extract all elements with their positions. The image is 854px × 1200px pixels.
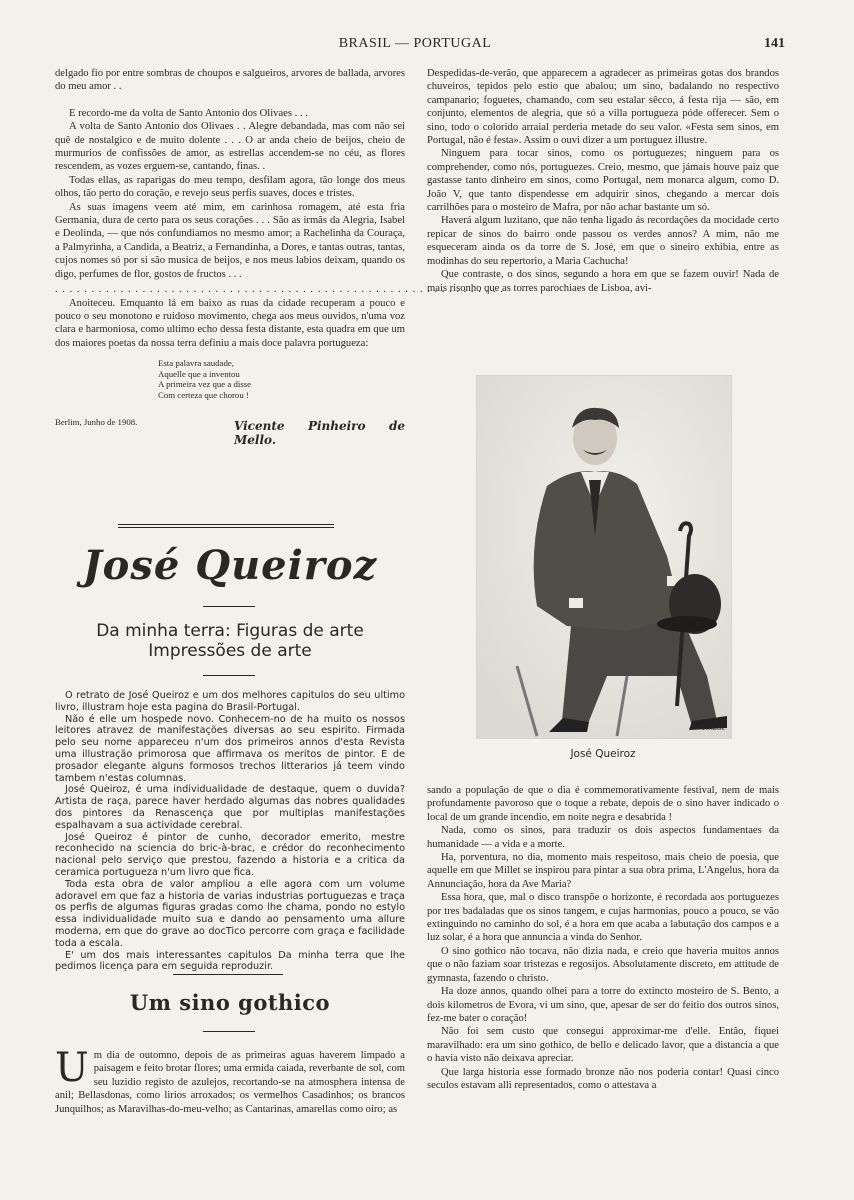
subtitle-line: Da minha terra: Figuras de arte xyxy=(96,621,364,641)
photo-monogram: P.M.Sc xyxy=(702,723,725,732)
subtitle-line: Impressões de arte xyxy=(148,641,312,661)
paragraph: Ninguem para tocar sinos, como os portuguezes; ninguem para os comprehender, como nós, portuguezes. Creio, mesmo, que jámais houve paiz que gastasse tanto dinheiro em sinos, como Portugal, nem monarca algum, como D. João V, que tanto dispendesse em adquirir sinos, chegando a mercar dois carrilhões para o mosteiro de Mafra, por não achar bastante um só. xyxy=(427,148,779,214)
page-header xyxy=(55,36,785,56)
paragraph: As suas imagens veem até mim, em carinhosa romagem, até esta fria Germania, dura de certo para os seus corações . . . São as irmãs da Alegria, Isabel e Deolinda, — que nós confundiamos no mesmo amor; a Rachelinha da Couraça, a Palmyrinha, a Candida, a Beatriz, a Fernandinha, a Dores, e tantas outras, tantas, cujos nomes só por si são musica de beijos, e nos meus labios deixam, quando os digo, perfumes de flor, gostos de fructos . . . xyxy=(55,201,405,280)
article-title: Um sino gothico xyxy=(129,990,331,1015)
section-divider xyxy=(173,974,283,975)
paragraph: Que contraste, o dos sinos, segundo a hora em que se fazem ouvir! Nada de mais risonho que as torres parochiaes de Lisboa, avi- xyxy=(427,269,779,294)
title-underline xyxy=(203,606,255,607)
paragraph: delgado fio por entre sombras de choupos e salgueiros, arvores de ballada, arvores do meu amor . . xyxy=(55,68,405,93)
feature-title: José Queiroz xyxy=(82,542,378,589)
paragraph: Anoiteceu. Emquanto lá em baixo as ruas da cidade recuperam a pouco e pouco o seu monotono e ruidoso movimento, chega aos meus ouvidos, n'uma voz clara e harmoniosa, como ultimo echo dessa festa distante, esta quadra em que um dos maiores poetas da nossa terra definiu a mais doce palavra portugueza: xyxy=(55,297,405,349)
photo-caption: José Queiroz xyxy=(570,748,636,760)
intro-paragraph: E' um dos mais interessantes capitulos Da minha terra que lhe pedimos licença para em seguida reproduzir. xyxy=(55,949,405,973)
running-title: BRASIL — PORTUGAL xyxy=(338,36,492,51)
paragraph: Nada, como os sinos, para traduzir os dois aspectos fundamentaes da humanidade — a vida e a morte. xyxy=(427,825,779,850)
portrait-photo xyxy=(476,375,732,739)
left-column-top xyxy=(55,67,504,447)
paragraph: Essa hora, que, mal o disco transpõe o horizonte, é recordada aos portuguezes por tres badaladas que os sinos tangem, e cujas harmonias, pouco a pouco, se vão extinguindo no caminho do sol, é a hora em que acaba a labutação dos campos e a luz solar, é a hora que annuncia a vinda do Senhor. xyxy=(427,892,779,944)
poem-line: A primeira vez que a disse xyxy=(158,379,252,390)
paragraph: Que larga historia esse formado bronze não nos poderia contar! Quasi cinco seculos estavam alli representados, como o attestava a xyxy=(427,1066,779,1091)
section-divider xyxy=(118,524,334,525)
signature-row xyxy=(55,416,405,447)
drop-cap: U xyxy=(55,1045,89,1091)
paragraph: Haverá algum luzitano, que não tenha ligado ás recordações da mocidade certo repicar de sinos do bairro onde passou os verdes annos? A mim, não me esqueceram ainda os da torre de S. José, em que o sineiro exhibia, entre as modinhas do seu repertorio, a Maria Cachucha! xyxy=(427,215,779,267)
dotted-separator: . . . . . . . . . . . . . . . . . . . . . . . . . . . . . . . . . . . . . . . . . . . . . . . . . . . . . . . . . . . . . . xyxy=(55,284,504,296)
title-underline xyxy=(203,1031,255,1032)
paragraph: Não foi sem custo que consegui approximar-me d'elle. Então, fiquei maravilhado: era um sino gothico, de bello e delicado lavor, que a distancia a que o havia visto não deixava apreciar. xyxy=(427,1026,779,1065)
paragraph: Todas ellas, as raparigas do meu tempo, desfilam agora, tão longe dos meus olhos, tão perto do coração, e revejo seus perfis suaves, doces e tristes. xyxy=(55,174,405,200)
paragraph: m dia de outomno, depois de as primeiras aguas haverem limpado a paisagem e feito brotar flores; uma ermida caiada, reverbante de sol, com seu luzidio registo de azulejos, recortando-se na atmosphera intensa de anil; Bellasdonas, como lirios arroxados; os vermelhos Casadinhos; os brancos Junquilhos; as Maravilhas-do-meu-velho; as Cantarinas, amarellas como oiro; as xyxy=(55,1050,405,1115)
feature-intro xyxy=(55,690,405,973)
intro-paragraph: O retrato de José Queiroz e um dos melhores capitulos do seu ultimo livro, illustram hoje esta pagina do Brasil-Portugal. xyxy=(55,690,405,713)
intro-paragraph: José Queiroz é pintor de cunho, decorador emerito, mestre reconhecido na sciencia do bric-à-brac, e crédor do reconhecimento nacional pelo serviço que prestou, fazendo a historia e a critica da ceramica portugueza n'um livro que fica. xyxy=(55,831,405,878)
paragraph: E recordo-me da volta de Santo Antonio dos Olivaes . . . xyxy=(69,107,308,119)
right-column-bottom xyxy=(427,784,779,1092)
author-signature: Vicente Pinheiro de Mello. xyxy=(234,419,405,447)
right-column-top xyxy=(427,67,779,295)
intro-paragraph: Não é elle um hospede novo. Conhecem-no de ha muito os nossos leitores atravez de manifestações diversas ao seu espirito. Firmada pelo seu nome appareceu n'um dos primeiros annos d'esta Revista uma illustração primorosa que affirmava os meritos de pintor. E de prosador elegante alguns formosos trechos litterarios já teem vindo tambem n'estas columnas. xyxy=(55,713,405,784)
intro-paragraph: José Queiroz, é uma individualidade de destaque, quem o duvida? Artista de raça, parece haver herdado algumas das nobres qualidades dos pintores da Renascença que por multiplas manifestações espalhavam a sua actividade cerebral. xyxy=(55,784,405,831)
intro-paragraph: Toda esta obra de valor ampliou a elle agora com um volume adoravel em que faz a historia de varias industrias portuguezas e traça os perfis de algumas figuras gradas como lhe chama, pondo no estylo essa individualidade muito sua e dando ao pensamento uma allure moderna, em que do grave ao docTico percorre com graça e facilidade toda a escala. xyxy=(55,878,405,949)
poem-line: Esta palavra saudade, xyxy=(158,358,234,369)
section-divider xyxy=(118,527,334,528)
dateline: Berlim, Junho de 1908. xyxy=(55,417,138,428)
poem-quatrain xyxy=(158,358,405,400)
feature-subtitle xyxy=(55,621,405,661)
paragraph: Ha doze annos, quando olhei para a torre do extincto mosteiro de S. Bento, a dois kilometros de Evora, vi um sino, que, apesar de ser do feitio dos outros sinos, fez-me bater o coração! xyxy=(427,986,779,1024)
paragraph: O sino gothico não tocava, não dizia nada, e creio que haveria muitos annos que o não faziam soar tristezas e regosijos. Absolutamente discreto, em attitude de gymnasta, fazendo o christo. xyxy=(427,945,779,984)
subtitle-underline xyxy=(203,675,255,676)
article-opening xyxy=(55,1045,405,1116)
seated-man-portrait-illustration xyxy=(477,376,731,738)
paragraph: sando a população de que o dia é commemorativamente festival, nem de mais profundamente pavoroso que o toque a rebate, depois de o sino haver indicado o local de um grande incendio, em noite negra e desabrida ! xyxy=(427,785,779,823)
paragraph: Ha, porventura, no dia, momento mais respeitoso, mais cheio de poesia, que aquelle em que Millet se inspirou para pintar a sua obra prima, L'Angelus, hora da Annunciação, hora da Ave Maria? xyxy=(427,852,779,890)
paragraph: A volta de Santo Antonio dos Olivaes . . Alegre debandada, mas com não sei quê de nostalgico e de muito dolente . . . O ar anda cheio de beijos, cheio de murmurios de confissões de amor, as estrellas accendem-se no céu, as flores rescendem, as vozes erguem-se, cantando, finas. . xyxy=(55,121,405,173)
page-number: 141 xyxy=(764,36,785,51)
poem-line: Com certeza que chorou ! xyxy=(158,389,249,400)
poem-line: Aquelle que a inventou xyxy=(158,368,240,379)
paragraph: Despedidas-de-verão, que apparecem a agradecer as primeiras gotas dos brandos chuveiros, tepidos pelo estio que abalou; um sino, badalando no respectivo campanario; foguetes, chamando, com seu estalar sêcco, á festa rija — são, em conjunto, elementos de alegria, que só a villa portugueza póde offerecer. Sem o sino, todo o colorido arraial perderia metade do seu valor. «Festa sem sinos, em Portugal, não é festa». Assim o ouvi dizer a um portuguez illustre. xyxy=(427,68,779,147)
